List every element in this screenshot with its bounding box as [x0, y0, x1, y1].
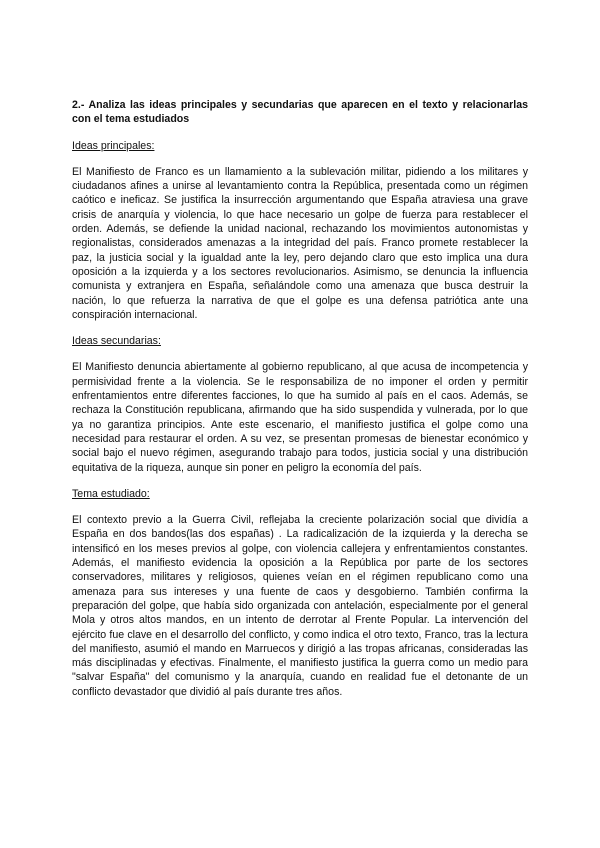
- section-heading-ideas-secundarias: Ideas secundarias:: [72, 335, 161, 348]
- section-body-ideas-secundarias: El Manifiesto denuncia abiertamente al gobierno republicano, al que acusa de incompetencia y permisividad frente a la violencia. Se le responsabiliza de no imponer el orden y permitir enfrentamientos entre diferentes facciones, lo que ha sumido al país en el caos. Además, se rechaza la Constitución republicana, afirmando que ha sido suspendida y vulnerada, por lo que ya no garantiza principios. Ante este escenario, el manifiesto justifica el golpe como una necesidad para restaurar el orden. A su vez, se presentan promesas de bienestar económico y social bajo el nuevo régimen, asegurando trabajo para todos, justicia social y una distribución equitativa de la riqueza, aunque sin poner en peligro la economía del país.: [72, 361, 528, 474]
- section-body-tema-estudiado: El contexto previo a la Guerra Civil, reflejaba la creciente polarización social que dividía a España en dos bandos(las dos españas) . La radicalización de la izquierda y la derecha se intensificó en los meses previos al golpe, con violencia callejera y enfrentamientos constantes. Además, el manifiesto evidencia la oposición a la República por parte de los sectores conservadores, militares y religiosos, quienes veían en el régimen republicano como una amenaza para sus intereses y una fuente de caos y desgobierno. También confirma la preparación del golpe, que había sido organizada con antelación, especialmente por el general Mola y otros altos mandos, en un intento de derrotar al Frente Popular. La intervención del ejército fue clave en el desarrollo del conflicto, y como indica el otro texto, Franco, tras la lectura del manifiesto, asumió el mando en Marruecos y dirigió a las tropas africanas, consideradas las más disciplinadas y efectivas. Finalmente, el manifiesto justifica la guerra como un medio para "salvar España" del comunismo y la anarquía, cuando en realidad fue el detonante de un conflicto devastador que dividió al país durante tres años.: [72, 514, 528, 698]
- section-body-ideas-principales: El Manifiesto de Franco es un llamamiento a la sublevación militar, pidiendo a los militares y ciudadanos afines a unirse al levantamiento contra la República, presentada como un régimen caótico e ineficaz. Se justifica la insurrección argumentando que España atraviesa una grave crisis de anarquía y violencia, lo que hace necesario un golpe de fuerza para restablecer el orden. Además, se defiende la unidad nacional, rechazando los movimientos autonomistas y regionalistas, considerados amenazas a la integridad del país. Franco promete restablecer la paz, la justicia social y la igualdad ante la ley, pero dejando claro que esto implica una dura oposición a la izquierda y a los sectores revolucionarios. Asimismo, se denuncia la influencia comunista y extranjera en España, señalándole como una amenaza que busca destruir la nación, lo que refuerza la narrativa de que el golpe es una defensa patriótica ante una conspiración internacional.: [72, 165, 528, 321]
- document-page: [72, 98, 528, 711]
- section-heading-ideas-principales: Ideas principales:: [72, 139, 155, 152]
- document-title: 2.- Analiza las ideas principales y secundarias que aparecen en el texto y relacionarlas con el tema estudiados: [72, 99, 528, 126]
- section-heading-tema-estudiado: Tema estudiado:: [72, 487, 150, 500]
